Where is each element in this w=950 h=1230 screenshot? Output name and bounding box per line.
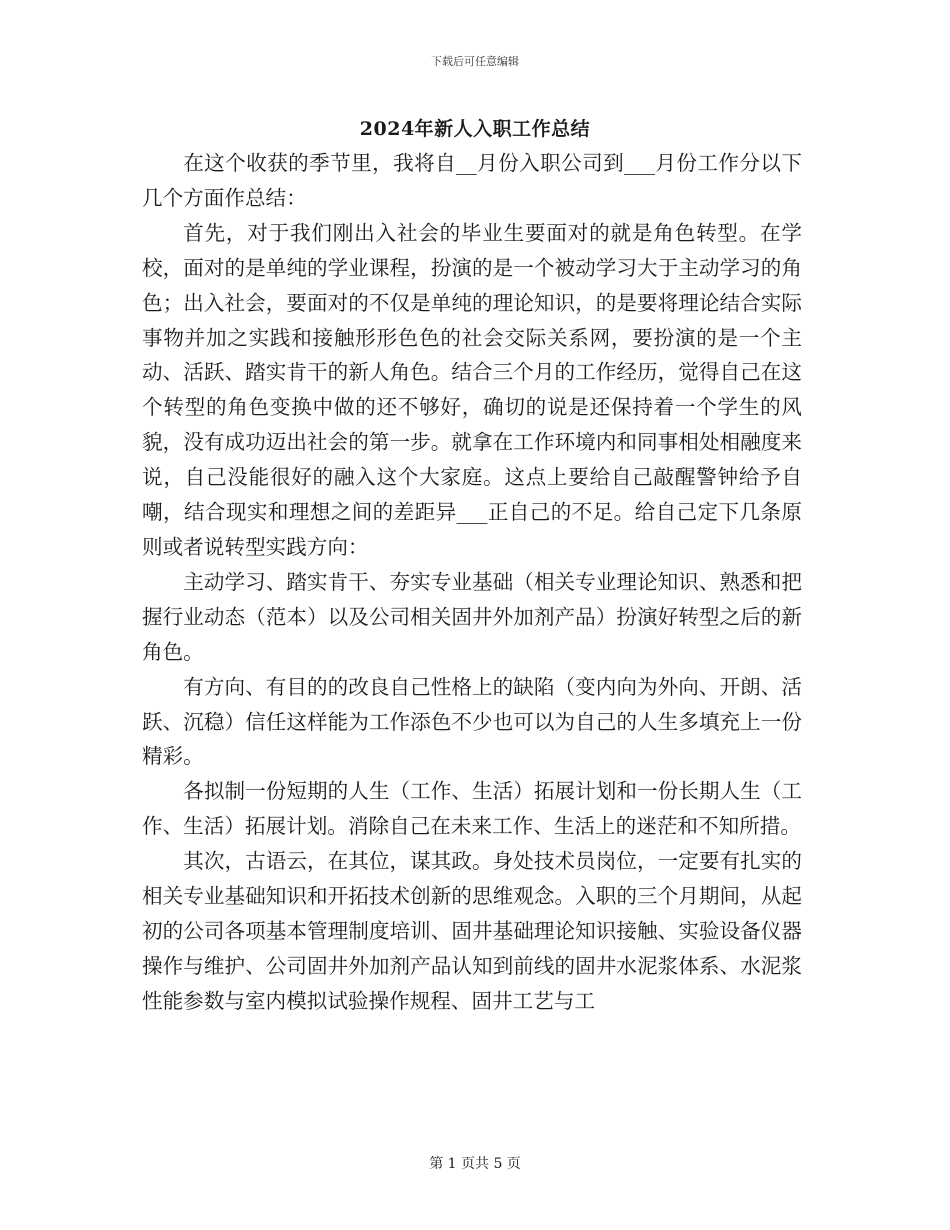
- paragraph: 有方向、有目的的改良自己性格上的缺陷（变内向为外向、开朗、活跃、沉稳）信任这样能为工作添色不少也可以为自己的人生多填充上一份精彩。: [142, 674, 802, 769]
- document-body: [142, 146, 802, 1019]
- paragraph: 在这个收获的季节里，我将自__月份入职公司到___月份工作分以下几个方面作总结：: [142, 151, 802, 210]
- header-note: 下载后可任意编辑: [431, 55, 519, 68]
- paragraph: 首先，对于我们刚出入社会的毕业生要面对的就是角色转型。在学校，面对的是单纯的学业课程，扮演的是一个被动学习大于主动学习的角色；出入社会，要面对的不仅是单纯的理论知识，的是要将理论结合实际事物并加之实践和接触形形色色的社会交际关系网，要扮演的是一个主动、活跃、踏实肯干的新人角色。结合三个月的工作经历，觉得自己在这个转型的角色变换中做的还不够好，确切的说是还保持着一个学生的风貌，没有成功迈出社会的第一步。就拿在工作环境内和同事相处相融度来说，自己没能很好的融入这个大家庭。这点上要给自己敲醒警钟给予自嘲，结合现实和理想之间的差距异___正自己的不足。给自己定下几条原则或者说转型实践方向：: [142, 220, 802, 559]
- page-footer: 第 1 页共 5 页: [429, 1156, 521, 1172]
- paragraph: 其次，古语云，在其位，谋其政。身处技术员岗位，一定要有扎实的相关专业基础知识和开拓技术创新的思维观念。入职的三个月期间，从起初的公司各项基本管理制度培训、固井基础理论知识接触、实验设备仪器操作与维护、公司固井外加剂产品认知到前线的固井水泥浆体系、水泥浆性能参数与室内模拟试验操作规程、固井工艺与工: [142, 849, 802, 1013]
- paragraph: 主动学习、踏实肯干、夯实专业基础（相关专业理论知识、熟悉和把握行业动态（范本）以及公司相关固井外加剂产品）扮演好转型之后的新角色。: [142, 569, 802, 664]
- document-title: 2024年新人入职工作总结: [359, 118, 591, 140]
- paragraph: 各拟制一份短期的人生（工作、生活）拓展计划和一份长期人生（工作、生活）拓展计划。消除自己在未来工作、生活上的迷茫和不知所措。: [142, 779, 802, 839]
